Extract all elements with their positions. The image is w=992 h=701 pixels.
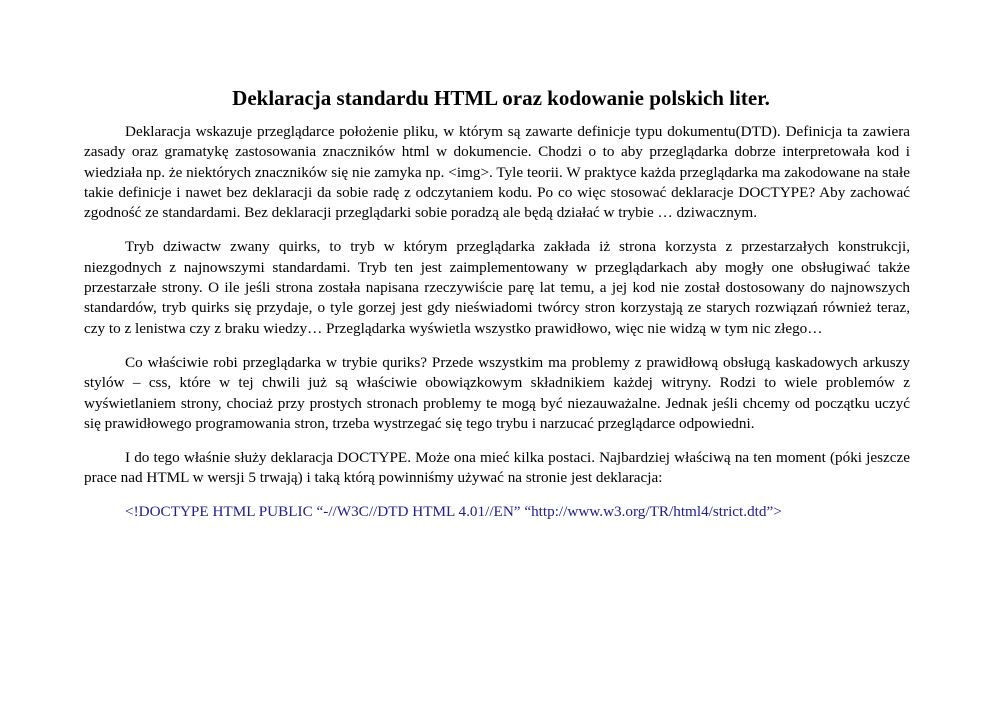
paragraph-doctype-usage: I do tego właśnie służy deklaracja DOCTYPE. Może ona mieć kilka postaci. Najbardziej właściwą na ten moment (póki jeszcze prace nad HTML w wersji 5 trwają) i taką którą powinniśmy używać na stronie jest deklaracja:	[84, 449, 910, 487]
document-page	[84, 84, 910, 522]
paragraph-doctype-intro: Deklaracja wskazuje przeglądarce położenie pliku, w którym są zawarte definicje typu dokumentu(DTD). Definicja ta zawiera zasady oraz gramatykę zastosowania znaczników html w dokumencie. Chodzi o to aby przeglądarka dobrze interpretowała kod i wiedziała np. że niektórych znaczników się nie zamyka np. <img>. Tyle teorii. W praktyce każda przeglądarka ma zakodowane na stałe takie definicje i nawet bez deklaracji da sobie radę z odczytaniem kodu. Po co więc stosować deklaracje DOCTYPE? Aby zachować zgodność ze standardami. Bez deklaracji przeglądarki sobie poradzą ale będą działać w trybie … dziwacznym.	[84, 123, 910, 222]
paragraph-quirks-mode: Tryb dziwactw zwany quirks, to tryb w którym przeglądarka zakłada iż strona korzysta z przestarzałych konstrukcji, niezgodnych z najnowszymi standardami. Tryb ten jest zaimplementowany w przeglądarkach aby mogły one obsługiwać także przestarzałe strony. O ile jeśli strona została napisana rzeczywiście parę lat temu, a jej kod nie został dostosowany do najnowszych standardów, tryb quirks się przydaje, o tyle gorzej jest gdy nieświadomi twórcy stron korzystają ze starych rozwiązań również teraz, czy to z lenistwa czy z braku wiedzy… Przeglądarka wyświetla wszystko prawidłowo, więc nie widzą w tym nic złego…	[84, 238, 910, 337]
doctype-example: <!DOCTYPE HTML PUBLIC “-//W3C//DTD HTML 4.01//EN” “http://www.w3.org/TR/html4/strict.dtd”>	[125, 502, 782, 520]
paragraph-quirks-problems: Co właściwie robi przeglądarka w trybie quriks? Przede wszystkim ma problemy z prawidłową obsługą kaskadowych arkuszy stylów – css, które w tej chwili już są właściwie obowiązkowym składnikiem każdej witryny. Rodzi to wiele problemów z wyświetlaniem strony, chociaż przy prostych stronach problemy te mogą być niezauważalne. Jednak jeśli chcemy od początku uczyć się prawidłowego programowania stron, trzeba wystrzegać się tego trybu i narzucać przeglądarce odpowiedni.	[84, 353, 910, 432]
document-title: Deklaracja standardu HTML oraz kodowanie polskich liter.	[232, 86, 770, 110]
